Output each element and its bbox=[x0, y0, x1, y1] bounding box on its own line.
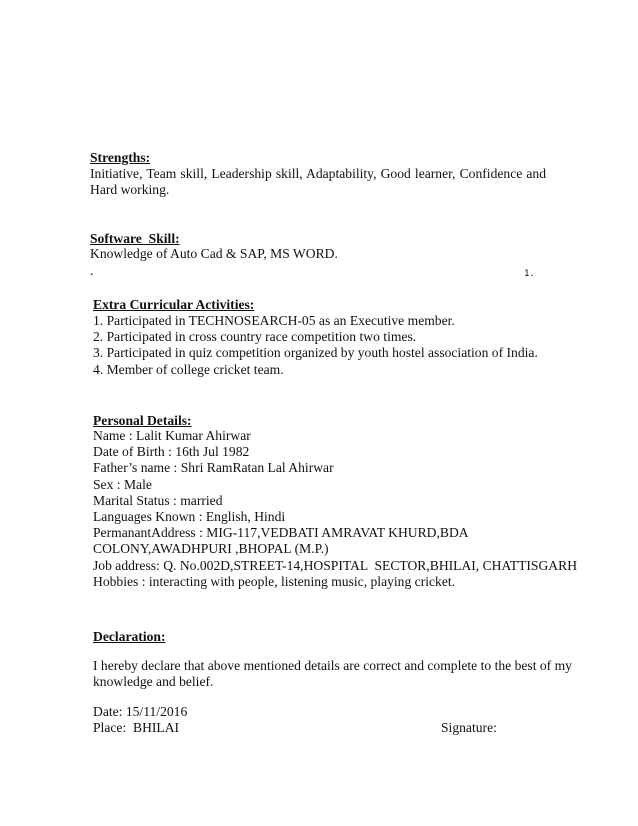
list-item: 3. Participated in quiz competition organized by youth hostel association of India. bbox=[93, 345, 538, 361]
personal-father-name: Father’s name : Shri RamRatan Lal Ahirwar bbox=[93, 460, 334, 476]
declaration-heading: Declaration: bbox=[93, 629, 166, 644]
strengths-text: Initiative, Team skill, Leadership skill, Adaptability, Good learner, Confidence and Hard working. bbox=[90, 166, 546, 198]
personal-details-heading: Personal Details: bbox=[93, 413, 192, 428]
software-skill-heading: Software Skill: bbox=[90, 231, 180, 246]
personal-marital-status: Marital Status : married bbox=[93, 492, 223, 508]
software-skill-text: Knowledge of Auto Cad & SAP, MS WORD. bbox=[90, 246, 338, 261]
list-item: 2. Participated in cross country race competition two times. bbox=[93, 329, 417, 345]
personal-details-list bbox=[93, 428, 577, 590]
declaration-text-line2: knowledge and belief. bbox=[93, 674, 214, 689]
personal-languages: Languages Known : English, Hindi bbox=[93, 509, 286, 525]
personal-address-line1: PermanantAddress : MIG-117,VEDBATI AMRAVAT KHURD,BDA bbox=[93, 525, 469, 541]
personal-sex: Sex : Male bbox=[93, 476, 152, 492]
personal-job-address: Job address: Q. No.002D,STREET-14,HOSPITAL SECTOR,BHILAI, CHATTISGARH bbox=[93, 557, 578, 573]
page-marker: 1. bbox=[524, 269, 535, 279]
declaration-date: Date: 15/11/2016 bbox=[93, 704, 188, 719]
signature-label: Signature: bbox=[441, 720, 497, 735]
extra-curricular-list bbox=[93, 313, 538, 378]
personal-dob: Date of Birth : 16th Jul 1982 bbox=[93, 444, 250, 460]
stray-dot: . bbox=[90, 263, 94, 278]
list-item: 1. Participated in TECHNOSEARCH-05 as an Executive member. bbox=[93, 313, 455, 328]
personal-address-line2: COLONY,AWADHPURI ,BHOPAL (M.P.) bbox=[93, 541, 329, 557]
strengths-heading: Strengths: bbox=[90, 150, 151, 165]
extra-curricular-heading: Extra Curricular Activities: bbox=[93, 297, 255, 312]
declaration-text-line1: I hereby declare that above mentioned details are correct and complete to the best of my bbox=[93, 658, 572, 673]
list-item: 4. Member of college cricket team. bbox=[93, 361, 284, 377]
personal-name: Name : Lalit Kumar Ahirwar bbox=[93, 428, 251, 443]
personal-hobbies: Hobbies : interacting with people, listening music, playing cricket. bbox=[93, 573, 456, 589]
declaration-place: Place: BHILAI bbox=[93, 720, 180, 735]
